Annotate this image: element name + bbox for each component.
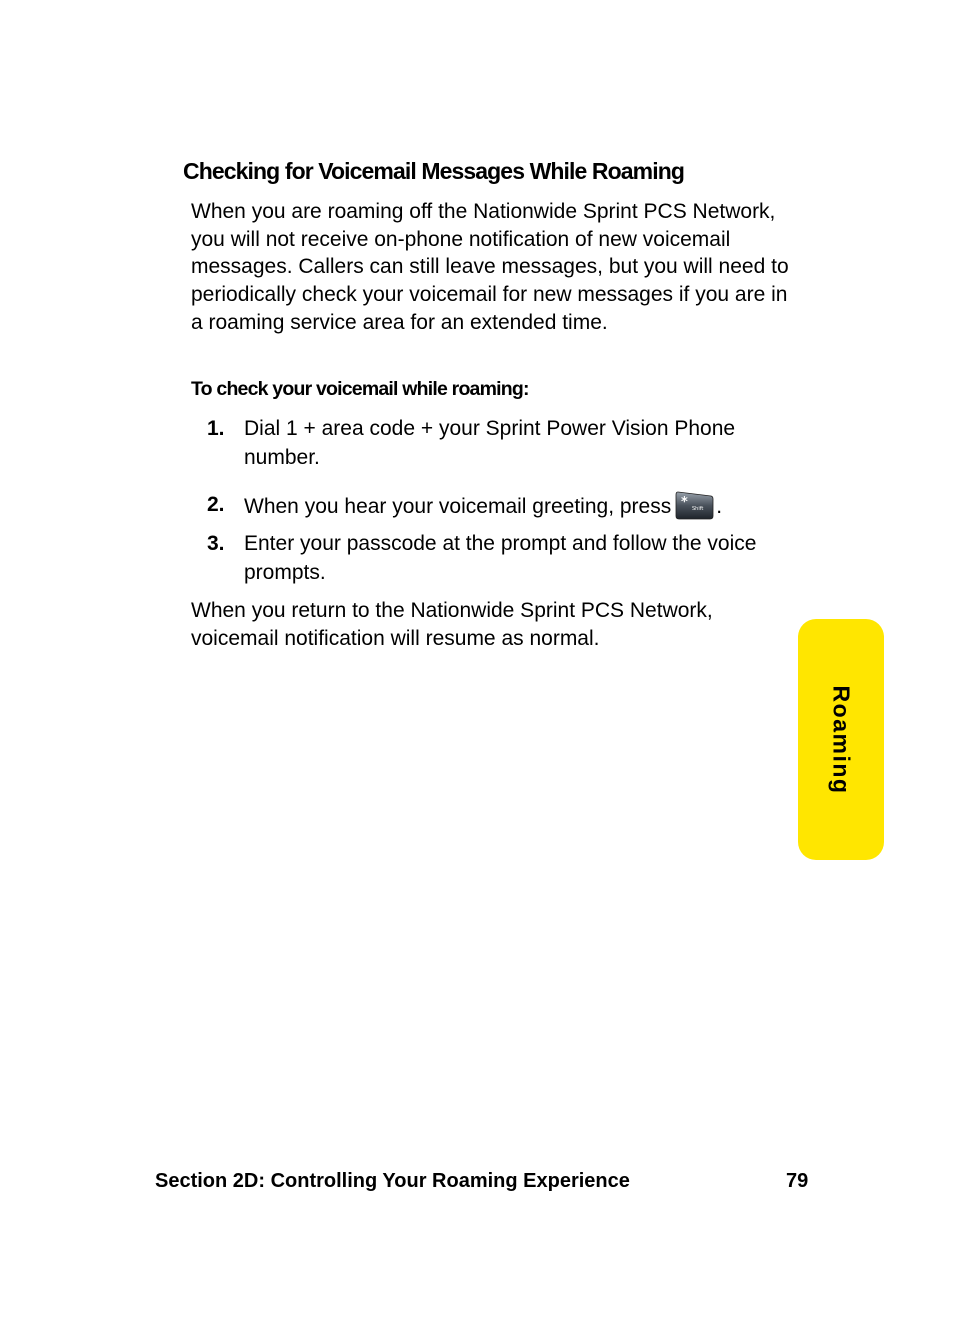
step-number: 2.	[207, 493, 225, 516]
section-heading: Checking for Voicemail Messages While Roaming	[183, 158, 684, 184]
step-3	[207, 530, 797, 587]
procedure-subheading: To check your voicemail while roaming:	[191, 378, 529, 400]
section-tab	[798, 619, 884, 860]
star-shift-key-icon	[675, 491, 714, 520]
step-text: Enter your passcode at the prompt and follow the voice prompts.	[244, 532, 757, 584]
step-text-before: When you hear your voicemail greeting, press	[244, 495, 672, 518]
page-number: 79	[786, 1170, 809, 1192]
step-2	[207, 491, 797, 522]
step-text	[244, 491, 797, 522]
outro-paragraph: When you return to the Nationwide Sprint PCS Network, voicemail notification will resume as normal.	[191, 599, 713, 650]
step-number: 3.	[207, 532, 225, 555]
intro-paragraph: When you are roaming off the Nationwide Sprint PCS Network, you will not receive on-phone notification of new voicemail messages. Callers can still leave messages, but you will need to periodically check your voicemail for new messages if you are in a roaming service area for an extended time.	[191, 200, 789, 334]
step-1	[207, 415, 797, 472]
step-number: 1.	[207, 417, 225, 440]
section-tab-label: Roaming	[828, 685, 855, 794]
footer-section-title: Section 2D: Controlling Your Roaming Experience	[155, 1170, 630, 1192]
step-text-after: .	[716, 495, 723, 518]
key-sublabel: Shift	[692, 506, 704, 512]
step-text: Dial 1 + area code + your Sprint Power Vision Phone number.	[244, 417, 736, 469]
key-symbol: *	[681, 495, 689, 510]
